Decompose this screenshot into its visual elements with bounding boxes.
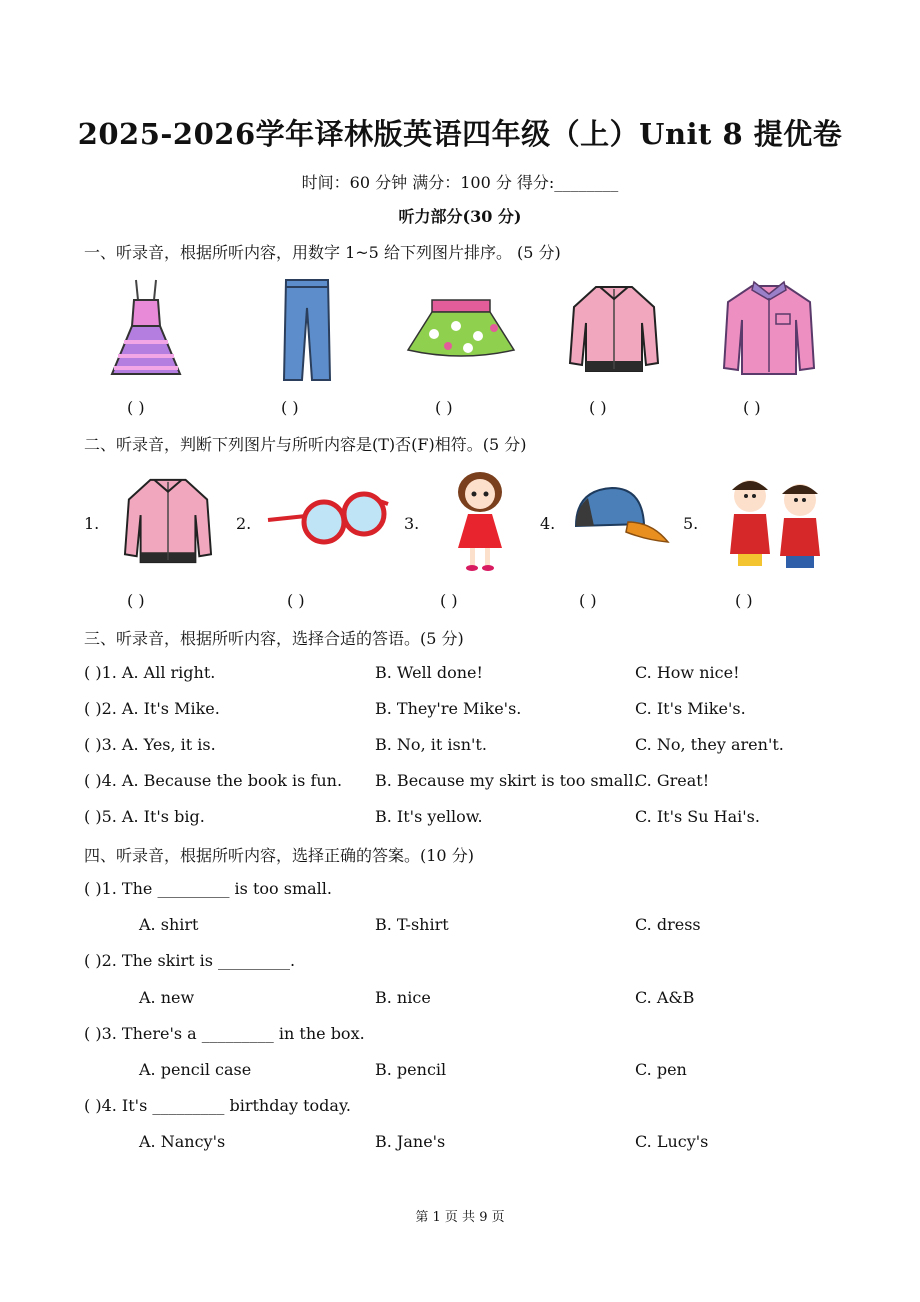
answer-bracket[interactable]: ( ) (743, 398, 761, 417)
option-a[interactable]: A. new (139, 988, 195, 1007)
item-number: 4. (540, 514, 556, 533)
item-number: 5. (683, 514, 699, 533)
option-a[interactable]: A. Nancy's (139, 1132, 226, 1151)
item-number: 3. (404, 514, 420, 533)
section-2-heading: 二、听录音，判断下列图片与所听内容是(T)否(F)相符。(5 分) (84, 435, 527, 454)
question-item: ( )2. A. It's Mike. (84, 699, 220, 718)
answer-bracket[interactable]: ( ) (127, 398, 145, 417)
option-b[interactable]: B. pencil (375, 1060, 447, 1079)
glasses-icon (266, 490, 390, 552)
option-c[interactable]: C. Great! (635, 771, 710, 790)
option-b[interactable]: B. Jane's (375, 1132, 446, 1151)
option-c[interactable]: C. dress (635, 915, 701, 934)
answer-bracket[interactable]: ( ) (579, 591, 597, 610)
option-b[interactable]: B. T-shirt (375, 915, 449, 934)
option-b[interactable]: B. Because my skirt is too small. (375, 771, 639, 790)
option-c[interactable]: C. How nice! (635, 663, 740, 682)
option-b[interactable]: B. No, it isn't. (375, 735, 487, 754)
answer-bracket[interactable]: ( ) (435, 398, 453, 417)
answer-bracket[interactable]: ( ) (589, 398, 607, 417)
option-a[interactable]: A. pencil case (139, 1060, 252, 1079)
girl-icon (450, 470, 510, 572)
item-number: 1. (84, 514, 100, 533)
section-4-heading: 四、听录音，根据所听内容，选择正确的答案。(10 分) (84, 846, 474, 865)
option-c[interactable]: C. Lucy's (635, 1132, 709, 1151)
question-item: ( )3. There's a _________ in the box. (84, 1024, 365, 1043)
option-c[interactable]: C. No, they aren't. (635, 735, 784, 754)
question-item: ( )2. The skirt is _________. (84, 951, 296, 970)
children-icon (720, 472, 832, 574)
exam-info: 时间：60 分钟 满分：100 分 得分:________ (301, 173, 619, 192)
jeans-icon (282, 278, 332, 382)
dress-icon (108, 278, 184, 380)
skirt-icon (404, 298, 518, 360)
jacket-icon (566, 283, 662, 375)
page-title: 2025-2026学年译林版英语四年级（上）Unit 8 提优卷 (77, 117, 843, 151)
option-b[interactable]: B. nice (375, 988, 431, 1007)
option-c[interactable]: C. A&B (635, 988, 695, 1007)
section-1-heading: 一、听录音，根据所听内容，用数字 1~5 给下列图片排序。 (5 分) (84, 243, 561, 262)
option-a[interactable]: A. shirt (139, 915, 199, 934)
option-c[interactable]: C. It's Su Hai's. (635, 807, 760, 826)
item-number: 2. (236, 514, 252, 533)
option-b[interactable]: B. It's yellow. (375, 807, 483, 826)
jacket-icon (120, 476, 216, 566)
answer-bracket[interactable]: ( ) (281, 398, 299, 417)
answer-bracket[interactable]: ( ) (127, 591, 145, 610)
shirt-icon (722, 280, 816, 376)
option-c[interactable]: C. It's Mike's. (635, 699, 746, 718)
answer-bracket[interactable]: ( ) (287, 591, 305, 610)
question-item: ( )5. A. It's big. (84, 807, 205, 826)
question-item: ( )1. A. All right. (84, 663, 216, 682)
page-footer: 第 1 页 共 9 页 (415, 1210, 505, 1225)
answer-bracket[interactable]: ( ) (440, 591, 458, 610)
cap-icon (572, 486, 670, 548)
part-title: 听力部分(30 分) (398, 207, 522, 226)
option-b[interactable]: B. They're Mike's. (375, 699, 522, 718)
question-item: ( )4. A. Because the book is fun. (84, 771, 343, 790)
option-c[interactable]: C. pen (635, 1060, 687, 1079)
question-item: ( )1. The _________ is too small. (84, 879, 332, 898)
question-item: ( )3. A. Yes, it is. (84, 735, 216, 754)
question-item: ( )4. It's _________ birthday today. (84, 1096, 351, 1115)
answer-bracket[interactable]: ( ) (735, 591, 753, 610)
option-b[interactable]: B. Well done! (375, 663, 483, 682)
section-3-heading: 三、听录音，根据所听内容，选择合适的答语。(5 分) (84, 629, 464, 648)
